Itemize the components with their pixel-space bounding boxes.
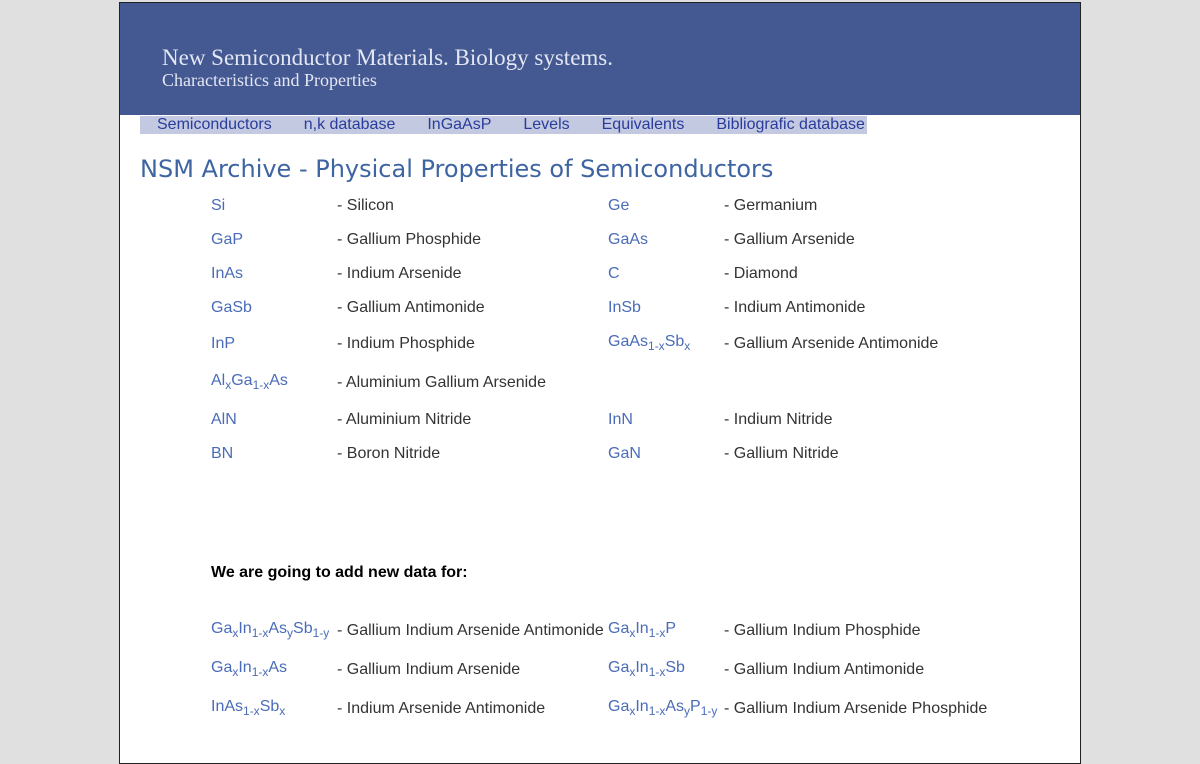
material-link-insb[interactable]: InSb	[608, 299, 641, 316]
site-subtitle: Characteristics and Properties	[162, 70, 377, 90]
nav-bibliografic-database[interactable]: Bibliografic database	[716, 116, 865, 133]
material-link-ge[interactable]: Ge	[608, 197, 630, 214]
material-link-gan[interactable]: GaN	[608, 445, 641, 462]
material-link-gasb[interactable]: GaSb	[211, 299, 252, 316]
page-container	[119, 2, 1081, 764]
material-desc-gap: - Gallium Phosphide	[337, 231, 482, 248]
material-desc-gaassb: - Gallium Arsenide Antimonide	[724, 335, 939, 352]
upcoming-desc-gainsb: - Gallium Indium Antimonide	[724, 661, 925, 678]
nav-levels[interactable]: Levels	[523, 116, 570, 133]
material-desc-si: - Silicon	[337, 197, 394, 214]
material-link-si[interactable]: Si	[211, 197, 226, 214]
upcoming-link-gainsb[interactable]: $Ga_xIn_{1-x}Sb$	[608, 659, 685, 680]
page-heading: NSM Archive - Physical Properties of Semiconductors	[140, 155, 774, 183]
nav-ingaasp[interactable]: InGaAsP	[427, 116, 492, 133]
upcoming-link-gainas[interactable]: $Ga_xIn_{1-x}As$	[211, 659, 288, 680]
material-desc-inp: - Indium Phosphide	[337, 335, 475, 352]
material-link-gap[interactable]: GaP	[211, 231, 244, 248]
material-link-algaas[interactable]: $Al_xGa_{1-x}As$	[211, 372, 288, 393]
material-link-inp[interactable]: InP	[211, 335, 236, 352]
upcoming-link-gainasp[interactable]: $Ga_xIn_{1-x}As_yP_{1-y}$	[608, 698, 718, 719]
upcoming-link-inassb[interactable]: $InAs_{1-x}Sb_x$	[211, 698, 286, 719]
material-link-aln[interactable]: AlN	[211, 411, 237, 428]
material-link-inas[interactable]: InAs	[211, 265, 244, 282]
upcoming-link-gainp[interactable]: $Ga_xIn_{1-x}P$	[608, 620, 677, 641]
material-link-gaas[interactable]: GaAs	[608, 231, 649, 248]
material-desc-insb: - Indium Antimonide	[724, 299, 866, 316]
material-desc-aln: - Aluminium Nitride	[337, 411, 472, 428]
material-desc-gasb: - Gallium Antimonide	[337, 299, 485, 316]
material-desc-inn: - Indium Nitride	[724, 411, 833, 428]
material-desc-gaas: - Gallium Arsenide	[724, 231, 855, 248]
upcoming-desc-gainas: - Gallium Indium Arsenide	[337, 661, 521, 678]
upcoming-desc-gainasp: - Gallium Indium Arsenide Phosphide	[724, 700, 988, 717]
material-desc-bn: - Boron Nitride	[337, 445, 441, 462]
upcoming-desc-inassb: - Indium Arsenide Antimonide	[337, 700, 546, 717]
upcoming-link-gainassb[interactable]: $Ga_xIn_{1-x}As_ySb_{1-y}$	[211, 620, 330, 641]
top-nav	[140, 116, 867, 134]
material-desc-c: - Diamond	[724, 265, 798, 282]
material-link-c[interactable]: C	[608, 265, 620, 282]
upcoming-desc-gainassb: - Gallium Indium Arsenide Antimonide	[337, 622, 604, 639]
site-banner	[120, 3, 1080, 115]
material-link-inn[interactable]: InN	[608, 411, 633, 428]
nav-equivalents[interactable]: Equivalents	[601, 116, 685, 133]
upcoming-desc-gainp: - Gallium Indium Phosphide	[724, 622, 921, 639]
material-desc-inas: - Indium Arsenide	[337, 265, 462, 282]
site-title: New Semiconductor Materials. Biology systems.	[162, 45, 613, 70]
material-link-gaassb[interactable]: $GaAs_{1-x}Sb_x$	[608, 333, 691, 354]
material-desc-ge: - Germanium	[724, 197, 818, 214]
nav-nk-database[interactable]: n,k database	[303, 116, 396, 133]
nav-semiconductors[interactable]: Semiconductors	[157, 116, 272, 133]
material-link-bn[interactable]: BN	[211, 445, 234, 462]
upcoming-notice: We are going to add new data for:	[211, 564, 468, 581]
material-desc-gan: - Gallium Nitride	[724, 445, 839, 462]
material-desc-algaas: - Aluminium Gallium Arsenide	[337, 374, 546, 391]
